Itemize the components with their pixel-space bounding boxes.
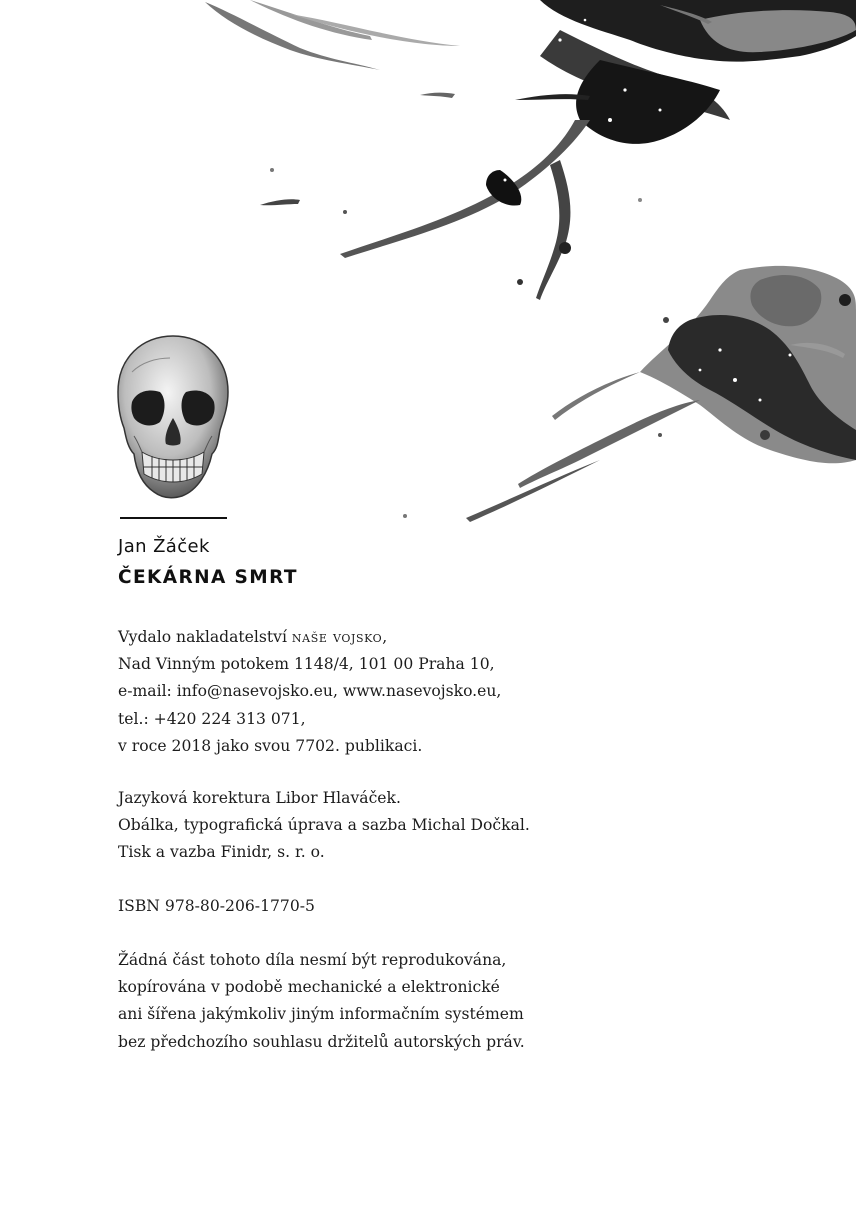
publisher-contact: e-mail: info@nasevojsko.eu, www.nasevojsko.eu, bbox=[118, 682, 502, 701]
isbn-number: ISBN 978-80-206-1770-5 bbox=[118, 897, 315, 915]
copyright-line: kopírována v podobě mechanické a elektronické bbox=[118, 978, 500, 997]
isbn-block bbox=[118, 893, 315, 920]
divider-rule bbox=[120, 517, 227, 519]
credits-block bbox=[118, 785, 530, 867]
publisher-suffix: , bbox=[382, 628, 388, 646]
publisher-block bbox=[118, 624, 501, 760]
copyright-notice bbox=[118, 947, 525, 1056]
credit-design: Obálka, typografická úprava a sazba Michal Dočkal. bbox=[118, 816, 530, 835]
book-title: ČEKÁRNA SMRT bbox=[118, 567, 298, 588]
credit-printing: Tisk a vazba Finidr, s. r. o. bbox=[118, 843, 325, 862]
copyright-line: ani šířena jakýmkoliv jiným informačním systémem bbox=[118, 1005, 524, 1024]
copyright-line: bez předchozího souhlasu držitelů autorských práv. bbox=[118, 1032, 525, 1051]
publisher-address: Nad Vinným potokem 1148/4, 101 00 Praha 10, bbox=[118, 655, 495, 674]
credit-proofreading: Jazyková korektura Libor Hlaváček. bbox=[118, 789, 401, 807]
skull-icon bbox=[112, 332, 234, 500]
publisher-name: naše vojsko bbox=[291, 628, 383, 646]
publisher-prefix: Vydalo nakladatelství bbox=[118, 628, 292, 646]
publisher-phone: tel.: +420 224 313 071, bbox=[118, 709, 306, 728]
publisher-edition: v roce 2018 jako svou 7702. publikaci. bbox=[118, 736, 423, 755]
publisher-line bbox=[118, 624, 501, 651]
copyright-line: Žádná část tohoto díla nesmí být reprodukována, bbox=[118, 951, 507, 969]
author-name: Jan Žáček bbox=[118, 536, 210, 557]
